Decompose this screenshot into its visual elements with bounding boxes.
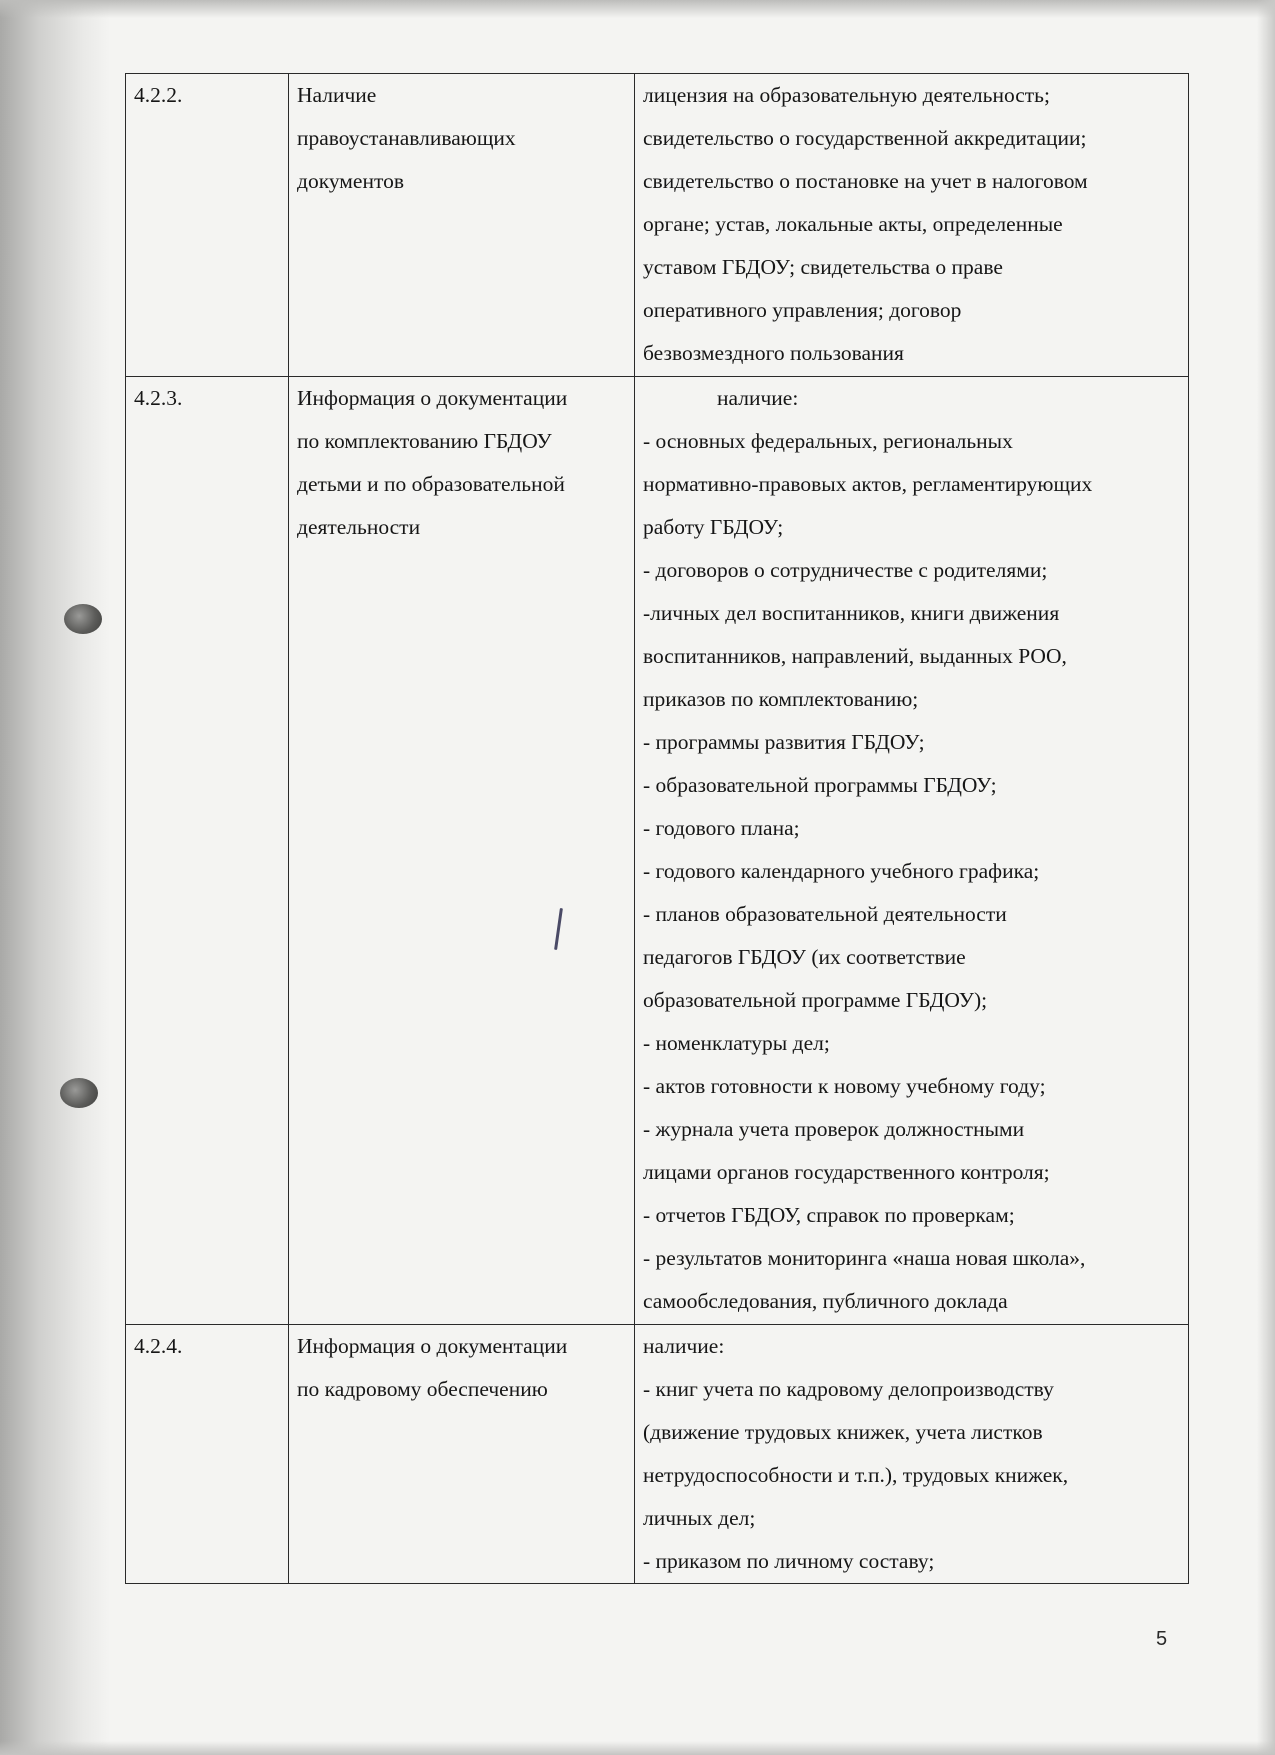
row-content-line: - результатов мониторинга «наша новая школа», <box>643 1246 1086 1270</box>
row-content-line: наличие: <box>717 386 799 410</box>
row-content-line: - планов образовательной деятельности <box>643 902 1007 926</box>
row-number: 4.2.3. <box>134 386 183 410</box>
row-content-line: - приказом по личному составу; <box>643 1549 935 1573</box>
table-row <box>126 377 1189 1325</box>
row-content-line: уставом ГБДОУ; свидетельства о праве <box>643 255 1003 279</box>
row-name-line: Наличие <box>297 83 377 107</box>
punch-hole-upper <box>64 604 102 634</box>
row-content-line: самообследования, публичного доклада <box>643 1289 1008 1313</box>
row-name-line: по кадровому обеспечению <box>297 1377 548 1401</box>
row-content-line: - номенклатуры дел; <box>643 1031 830 1055</box>
row-content-line: лицами органов государственного контроля; <box>643 1160 1050 1184</box>
row-name-line: Информация о документации <box>297 386 568 410</box>
row-content-cell <box>635 377 1189 1325</box>
row-content-line: приказов по комплектованию; <box>643 687 919 711</box>
scan-shadow-top <box>0 0 1275 18</box>
row-content-line: оперативного управления; договор <box>643 298 962 322</box>
row-name-line: правоустанавливающих <box>297 126 516 150</box>
row-name-line: по комплектованию ГБДОУ <box>297 429 552 453</box>
row-content-line: - актов готовности к новому учебному году; <box>643 1074 1046 1098</box>
row-content-line: безвозмездного пользования <box>643 341 904 365</box>
row-name-line: детьми и по образовательной <box>297 472 565 496</box>
row-number-cell <box>126 74 289 377</box>
row-content-line: свидетельство о постановке на учет в налоговом <box>643 169 1088 193</box>
row-content-line: личных дел; <box>643 1506 756 1530</box>
document-table <box>125 73 1189 1584</box>
row-content-line: работу ГБДОУ; <box>643 515 784 539</box>
row-content-line: - основных федеральных, региональных <box>643 429 1013 453</box>
row-content-line: - отчетов ГБДОУ, справок по проверкам; <box>643 1203 1015 1227</box>
row-name-line: документов <box>297 169 404 193</box>
row-content-line: - книг учета по кадровому делопроизводству <box>643 1377 1054 1401</box>
row-number-cell <box>126 377 289 1325</box>
row-name-line: Информация о документации <box>297 1334 568 1358</box>
scan-shadow-bottom <box>0 1741 1275 1755</box>
row-name-line: деятельности <box>297 515 421 539</box>
row-number: 4.2.2. <box>134 83 183 107</box>
scan-shadow-right <box>1257 0 1275 1755</box>
row-content-line: - образовательной программы ГБДОУ; <box>643 773 997 797</box>
row-content-line: воспитанников, направлений, выданных РОО, <box>643 644 1067 668</box>
row-content-cell <box>635 1325 1189 1584</box>
row-content-line: - годового плана; <box>643 816 800 840</box>
row-content-line: свидетельство о государственной аккредитации; <box>643 126 1087 150</box>
row-content-line: педагогов ГБДОУ (их соответствие <box>643 945 966 969</box>
row-content-line: лицензия на образовательную деятельность; <box>643 83 1050 107</box>
table-row <box>126 1325 1189 1584</box>
row-content-line: нормативно-правовых актов, регламентирующих <box>643 472 1093 496</box>
row-content-line: -личных дел воспитанников, книги движения <box>643 601 1060 625</box>
punch-hole-lower <box>60 1078 98 1108</box>
page-number: 5 <box>1156 1628 1168 1650</box>
row-name-cell <box>289 74 635 377</box>
row-content-line: - договоров о сотрудничестве с родителями; <box>643 558 1048 582</box>
row-number-cell <box>126 1325 289 1584</box>
table-row <box>126 74 1189 377</box>
scan-shadow-left <box>0 0 110 1755</box>
row-content-line: нетрудоспособности и т.п.), трудовых книжек, <box>643 1463 1069 1487</box>
row-content-cell <box>635 74 1189 377</box>
row-content-line: (движение трудовых книжек, учета листков <box>643 1420 1043 1444</box>
row-content-line: образовательной программе ГБДОУ); <box>643 988 988 1012</box>
row-name-cell <box>289 1325 635 1584</box>
row-content-line: - программы развития ГБДОУ; <box>643 730 925 754</box>
row-name-cell <box>289 377 635 1325</box>
row-content-line: органе; устав, локальные акты, определенные <box>643 212 1063 236</box>
row-content-line: - журнала учета проверок должностными <box>643 1117 1025 1141</box>
row-content-line: - годового календарного учебного графика; <box>643 859 1040 883</box>
row-number: 4.2.4. <box>134 1334 183 1358</box>
row-content-line: наличие: <box>643 1334 725 1358</box>
